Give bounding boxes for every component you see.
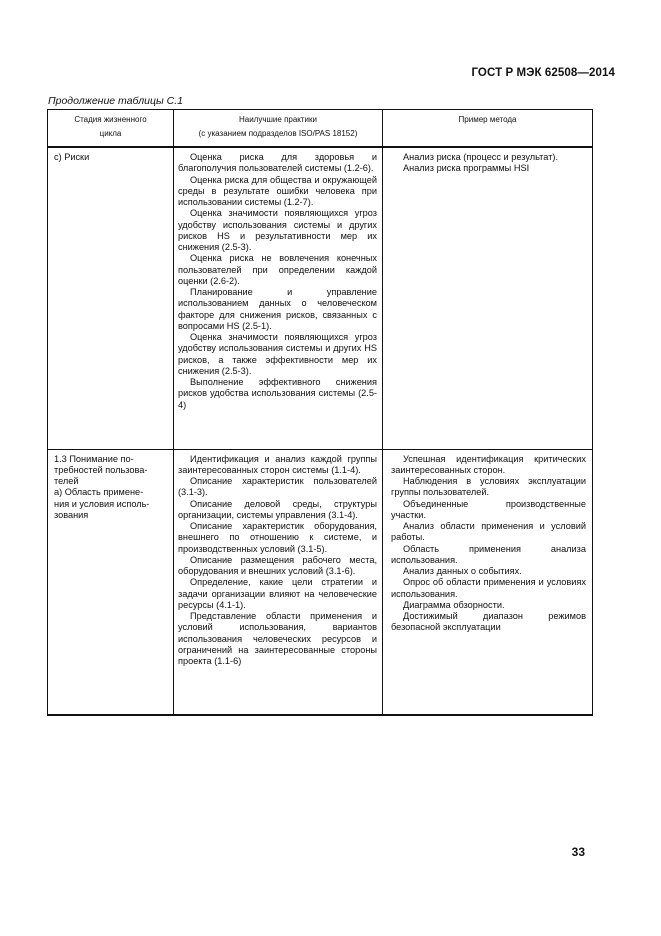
stage-cell [48, 449, 174, 715]
method-item: Опрос об области применения и условиях использования. [391, 577, 586, 599]
table-row [48, 147, 593, 449]
practice-item: Планирование и управление использованием данных о человеческом факторе для снижения рисков, связанных с вопросами HS (2.5-1). [178, 287, 377, 331]
column-header-method-example [383, 110, 593, 148]
practice-item: Идентификация и анализ каждой группы заинтересованных сторон системы (1.1-4). [178, 453, 377, 475]
stage-text: с) Риски [54, 152, 90, 162]
practice-item: Описание характеристик оборудования, внешнего по отношению к системе, и производственных условий (3.1-5). [178, 521, 377, 554]
method-item: Наблюдения в условиях эксплуатации группы пользователей. [391, 476, 586, 498]
header-line: цикла [99, 129, 122, 138]
header-line: Стадия жизненного [74, 115, 147, 124]
table-continuation-caption: Продолжение таблицы С.1 [48, 95, 183, 107]
practice-item: Выполнение эффективного снижения рисков удобства использования системы (2.5-4) [178, 377, 377, 410]
method-item: Объединенные производственные участки. [391, 498, 586, 520]
method-item: Успешная идентификация критических заинтересованных сторон. [391, 453, 586, 475]
stage-text: требностей пользова- [54, 464, 148, 475]
header-line: Пример метода [458, 115, 517, 124]
header-line: Наилучшие практики [238, 115, 317, 124]
practice-item: Описание деловой среды, структуры организации, системы управления (3.1-4). [178, 498, 377, 520]
method-item: Диаграмма обзорности. [403, 599, 505, 610]
practice-item: Описание размещения рабочего места, оборудования и внешних условий (3.1-6). [178, 554, 377, 576]
method-item: Анализ риска (процесс и результат). [403, 152, 559, 162]
methods-cell [383, 147, 593, 449]
stage-text: а) Область примене- [54, 487, 144, 498]
stage-cell [48, 147, 174, 449]
standard-designation: ГОСТ Р МЭК 62508—2014 [471, 67, 615, 79]
stage-text: ния и условия исполь- [54, 498, 150, 509]
practice-item: Оценка значимости появляющихся угроз удобству использования системы и других рисков HS и результативности мер их снижения (2.5-3). [178, 208, 377, 252]
page-number: 33 [571, 845, 585, 859]
stage-text: 1.3 Понимание по- [54, 453, 134, 464]
table-header-row [48, 110, 593, 148]
practices-table [47, 109, 593, 716]
practice-item: Оценка риска для здоровья и благополучия пользователей системы (1.2-6). [178, 152, 377, 174]
method-item: Область применения анализа использования. [391, 543, 586, 565]
method-item: Анализ области применения и условий работы. [391, 521, 586, 543]
practices-cell [174, 147, 383, 449]
practice-item: Оценка значимости появляющихся угроз удобству использования системы и других HS рисков, а также эффективности мер их снижения (2.5-3). [178, 332, 377, 376]
practice-item: Описание характеристик пользователей (3.1-3). [178, 476, 377, 498]
methods-cell [383, 449, 593, 715]
method-item: Анализ данных о событиях. [403, 566, 522, 576]
stage-text: телей [54, 476, 79, 486]
practices-cell [174, 449, 383, 715]
header-line: (с указанием подразделов ISO/PAS 18152) [198, 129, 358, 138]
method-item: Анализ риска программы HSI [403, 163, 530, 174]
practice-item: Оценка риска для общества и окружающей среды в результате ошибки человека при использовании системы (1.2-7). [178, 174, 377, 207]
stage-text: зования [54, 509, 89, 520]
practice-item: Представление области применения и условий использования, вариантов использования человеческих ресурсов и ограничений на заинтересованные стороны проекта (1.1-6) [178, 611, 377, 666]
practice-item: Оценка риска не вовлечения конечных пользователей при определении каждой оценки (2.6-2). [178, 253, 377, 286]
column-header-stage [48, 110, 174, 148]
table-row [48, 449, 593, 715]
column-header-best-practices [174, 110, 383, 148]
method-item: Достижимый диапазон режимов безопасной эксплуатации [391, 611, 586, 633]
practice-item: Определение, какие цели стратегии и задачи организации влияют на человеческие ресурсы (4.1-1). [178, 577, 377, 610]
